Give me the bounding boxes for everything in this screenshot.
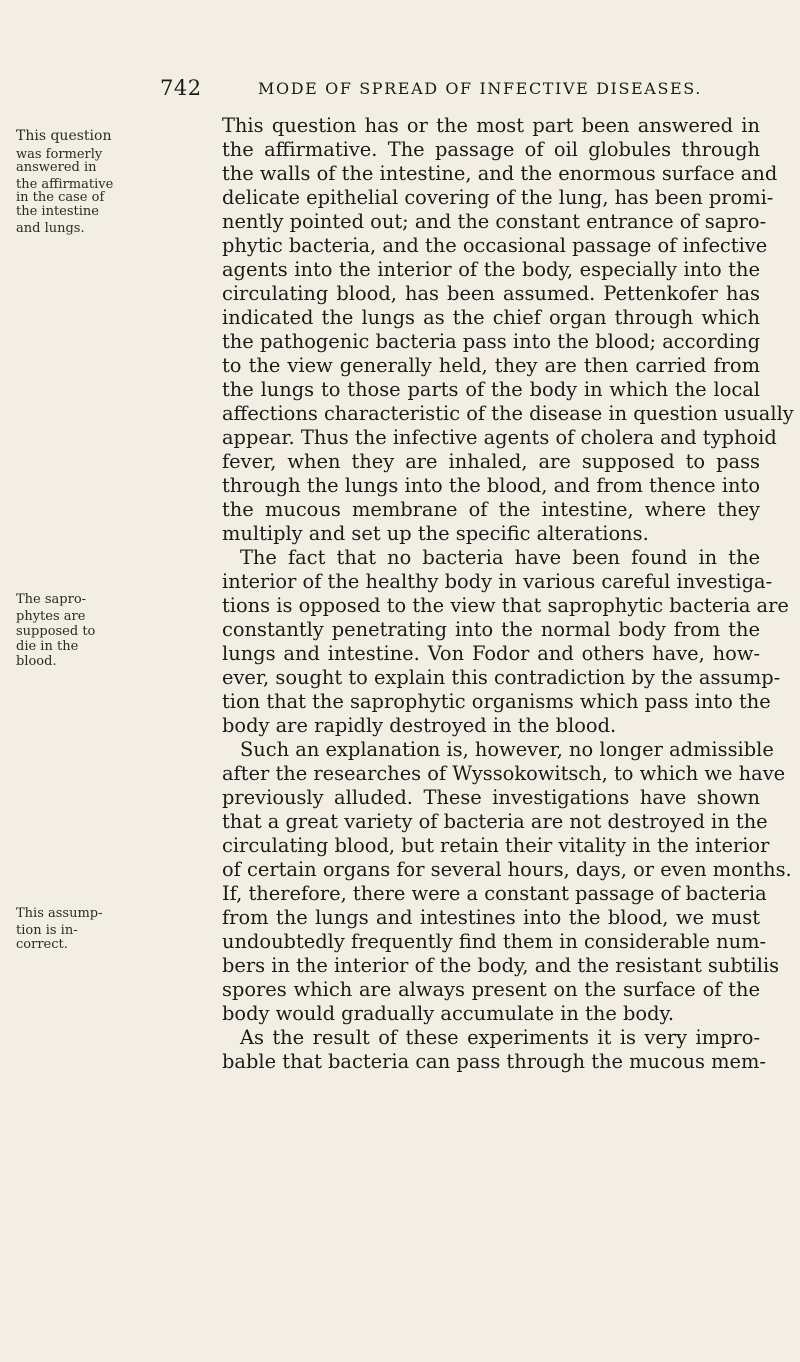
text-line: the lungs to those parts of the body in which the local — [222, 378, 760, 401]
text-line: interior of the healthy body in various careful investiga- — [222, 570, 773, 593]
text-line: the pathogenic bacteria pass into the blood; according — [222, 330, 760, 353]
margin-note-line: answered in — [16, 160, 97, 175]
margin-note-line: tion is in- — [16, 923, 78, 938]
margin-note-line: and lungs. — [16, 221, 85, 236]
paragraph-saprophytes — [222, 546, 789, 738]
text-line: lungs and intestine. Von Fodor and others have, how- — [222, 642, 760, 665]
text-line: nently pointed out; and the constant entrance of sapro- — [222, 210, 767, 233]
text-line: through the lungs into the blood, and from thence into — [222, 474, 760, 497]
margin-note-line: blood. — [16, 654, 57, 669]
margin-note-affirmative — [16, 129, 158, 236]
margin-note-line: die in the — [16, 639, 79, 654]
margin-note-line: in the case of — [16, 190, 105, 205]
text-line: after the researches of Wyssokowitsch, to which we have — [222, 762, 786, 785]
text-line: As the result of these experiments it is very impro- — [240, 1026, 760, 1049]
text-line: body are rapidly destroyed in the blood. — [222, 714, 617, 737]
margin-note-assumption — [16, 906, 158, 952]
margin-note-line: This question — [16, 128, 112, 144]
text-line: phytic bacteria, and the occasional passage of infective — [222, 234, 768, 257]
text-line: delicate epithelial covering of the lung, has been promi- — [222, 186, 774, 209]
text-line: Such an explanation is, however, no longer admissible — [240, 738, 774, 761]
text-line: circulating blood, has been assumed. Pettenkofer has — [222, 282, 760, 305]
text-line: ever, sought to explain this contradiction by the assump- — [222, 666, 781, 689]
text-line: the walls of the intestine, and the enormous surface and — [222, 162, 778, 185]
text-line: previously alluded. These investigations have shown — [222, 786, 760, 809]
paragraph-question-answered — [222, 114, 794, 546]
text-line: appear. Thus the infective agents of cholera and typhoid — [222, 426, 777, 449]
text-line: circulating blood, but retain their vitality in the interior — [222, 834, 770, 857]
margin-note-line: supposed to — [16, 624, 96, 639]
text-line: affections characteristic of the disease in question usually — [222, 402, 794, 425]
text-line: undoubtedly frequently find them in considerable num- — [222, 930, 767, 953]
paragraph-explanation — [222, 738, 792, 1026]
margin-note-line: was formerly — [16, 147, 103, 162]
text-line: to the view generally held, they are then carried from — [222, 354, 760, 377]
text-line: This question has or the most part been answered in — [222, 114, 760, 137]
page-number: 742 — [160, 76, 202, 100]
text-line: bable that bacteria can pass through the mucous mem- — [222, 1050, 766, 1073]
text-line: spores which are always present on the surface of the — [222, 978, 760, 1001]
margin-note-line: the intestine — [16, 204, 99, 219]
text-line: tion that the saprophytic organisms which pass into the — [222, 690, 771, 713]
text-line: agents into the interior of the body, especially into the — [222, 258, 760, 281]
text-line: bers in the interior of the body, and the resistant subtilis — [222, 954, 780, 977]
page-header — [160, 76, 760, 106]
margin-note-line: This assump- — [16, 906, 103, 921]
text-line: indicated the lungs as the chief organ through which — [222, 306, 760, 329]
text-line: from the lungs and intestines into the blood, we must — [222, 906, 760, 929]
text-line: multiply and set up the specific alterations. — [222, 522, 649, 545]
text-line: the mucous membrane of the intestine, where they — [222, 498, 760, 521]
text-line: that a great variety of bacteria are not destroyed in the — [222, 810, 768, 833]
margin-note-saprophytes — [16, 592, 158, 669]
text-line: body would gradually accumulate in the body. — [222, 1002, 675, 1025]
text-line: If, therefore, there were a constant passage of bacteria — [222, 882, 767, 905]
text-line: constantly penetrating into the normal body from the — [222, 618, 760, 641]
text-line: fever, when they are inhaled, are supposed to pass — [222, 450, 760, 473]
margin-note-line: The sapro- — [16, 592, 87, 607]
paragraph-conclusion — [222, 1026, 766, 1074]
text-line: tions is opposed to the view that saprophytic bacteria are — [222, 594, 789, 617]
text-line: the affirmative. The passage of oil globules through — [222, 138, 760, 161]
margin-note-line: the affirmative — [16, 177, 114, 192]
margin-note-line: phytes are — [16, 609, 86, 624]
margin-note-line: correct. — [16, 937, 68, 952]
running-title: MODE OF SPREAD OF INFECTIVE DISEASES. — [258, 79, 702, 98]
text-line: of certain organs for several hours, days, or even months. — [222, 858, 792, 881]
text-line: The fact that no bacteria have been found in the — [240, 546, 760, 569]
